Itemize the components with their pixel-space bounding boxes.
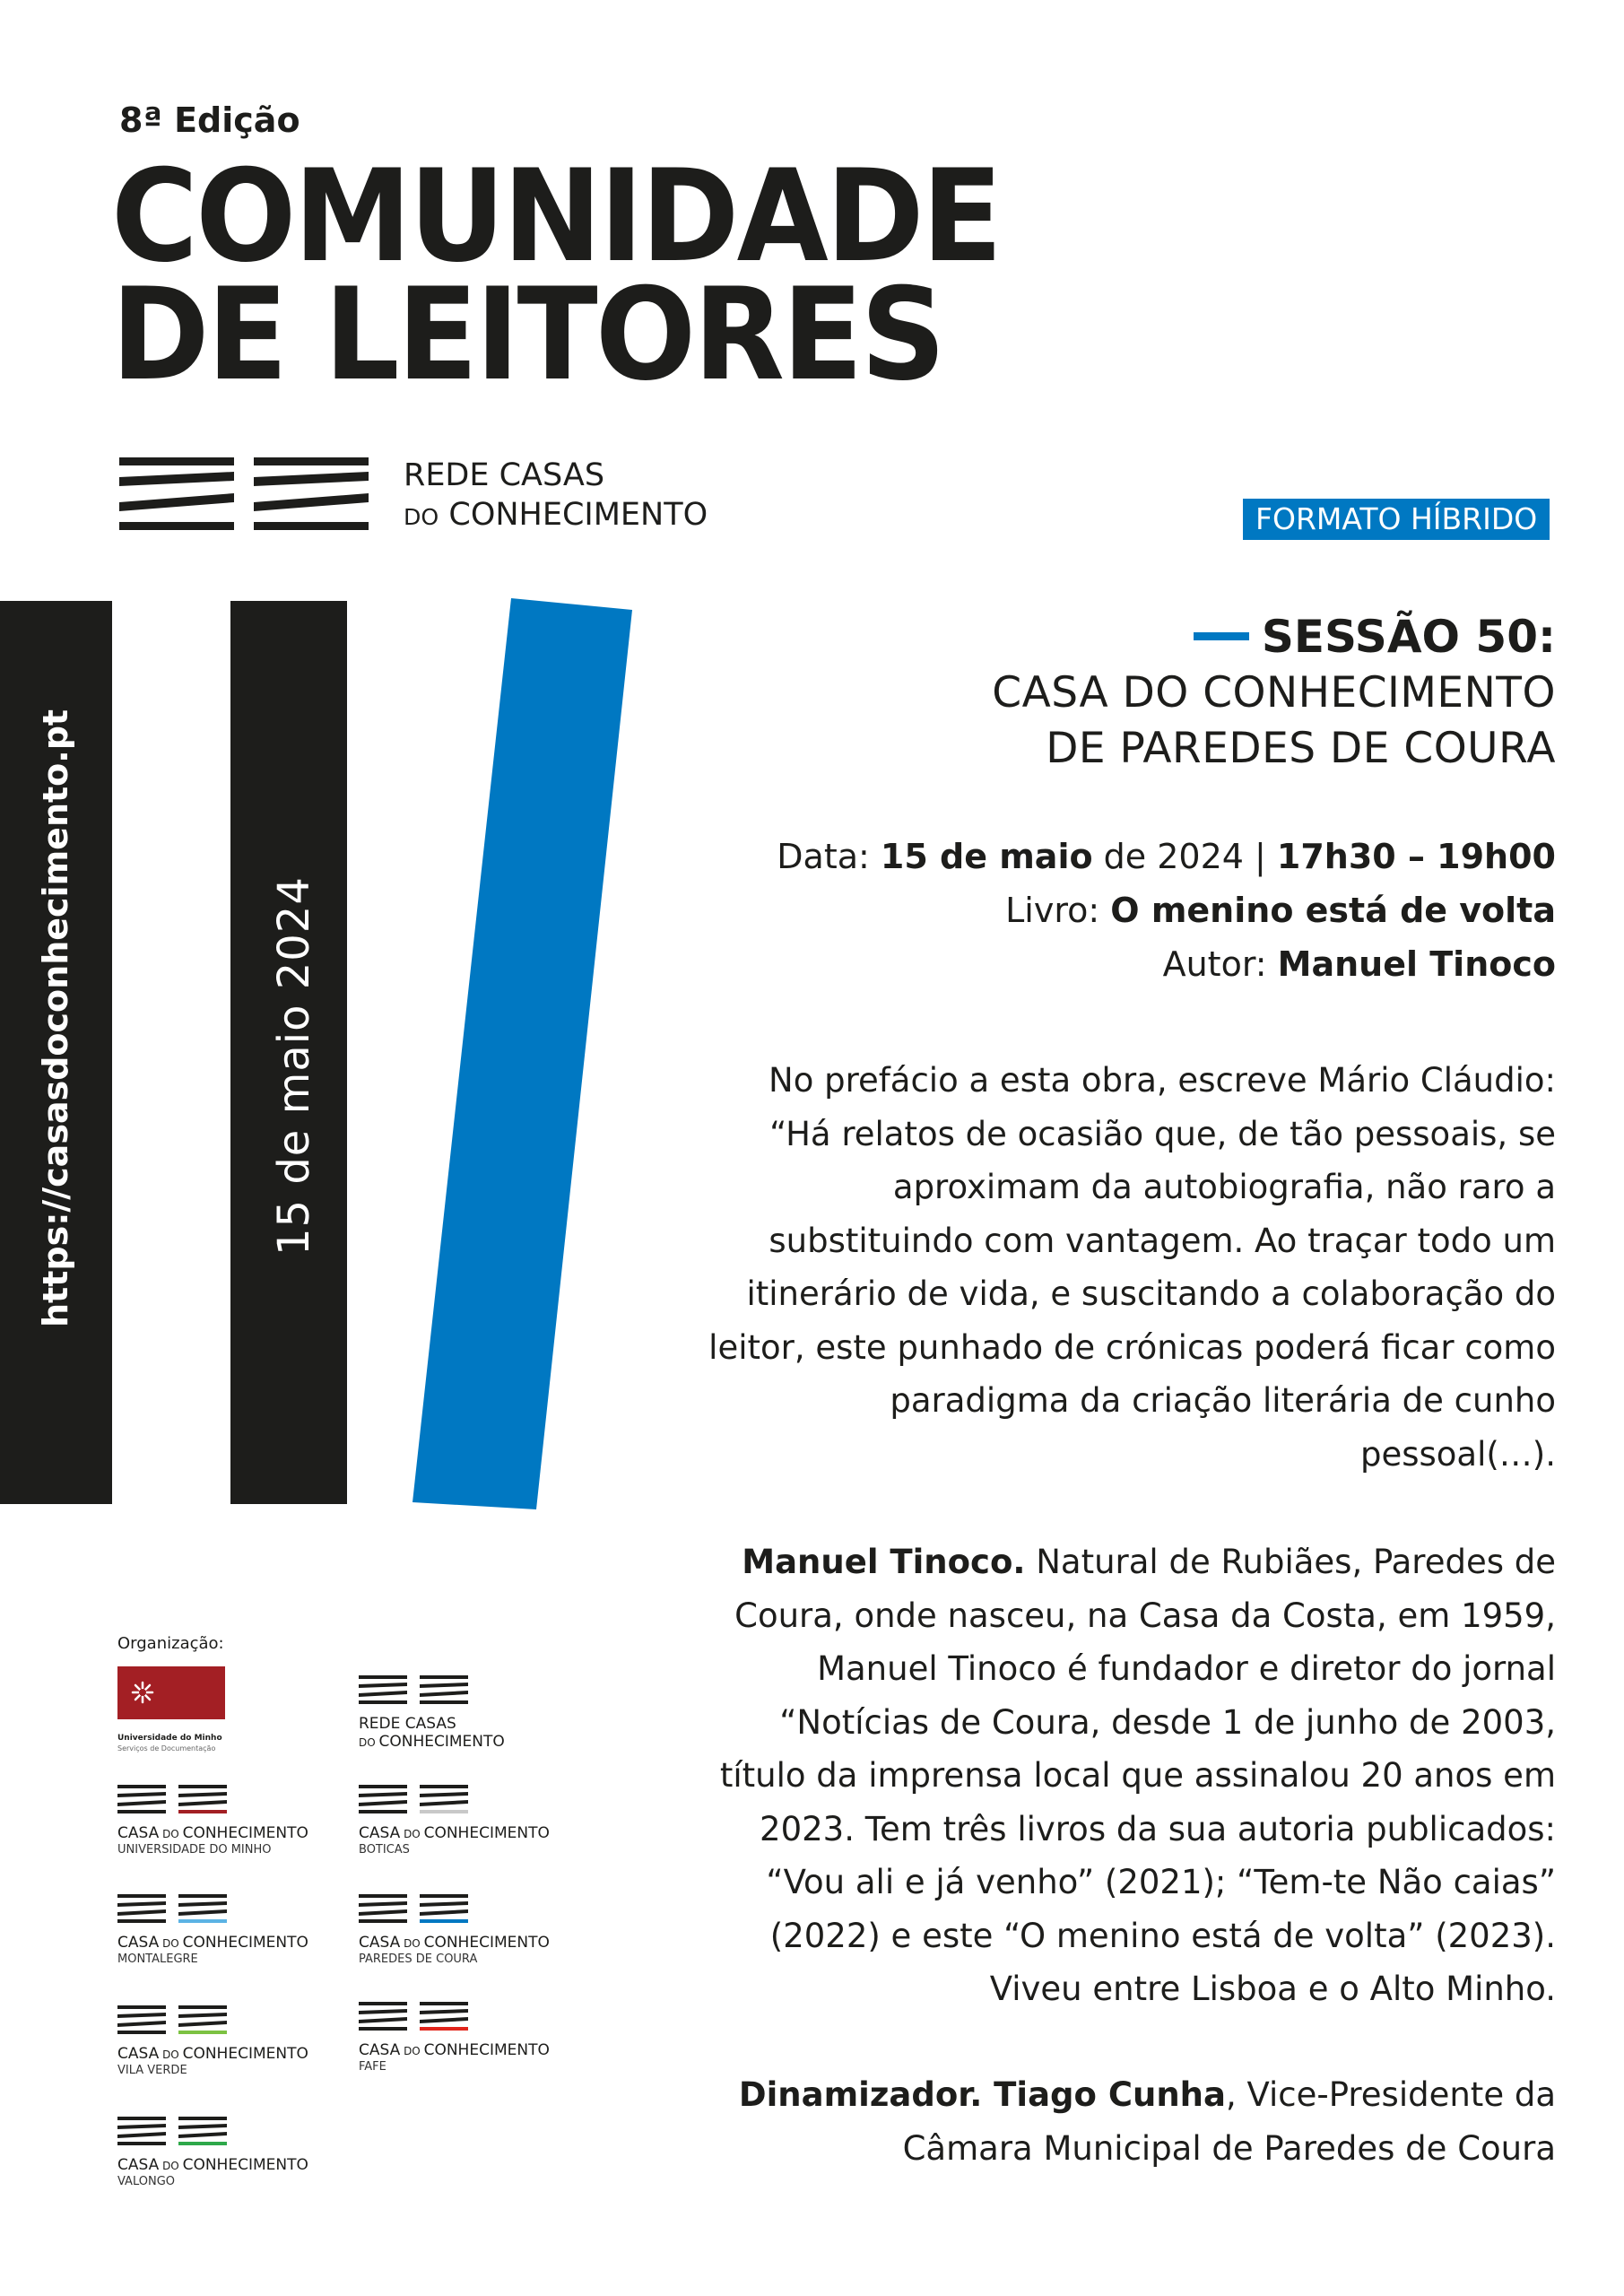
- preface-line: itinerário de vida, e suscitando a colaboração do: [746, 1274, 1556, 1313]
- casa-logo-icon: [117, 1894, 227, 1923]
- session-venue: [992, 665, 1556, 777]
- casa-logo-do: DO: [400, 1937, 424, 1950]
- bio-line: Coura, onde nasceu, na Casa da Costa, em 1959,: [734, 1596, 1556, 1635]
- venue-line-2: DE PAREDES DE COURA: [1046, 724, 1556, 773]
- bio-line: (2022) e este “O menino está de volta” (2023).: [769, 1916, 1556, 1955]
- casa-logo-name: [117, 2045, 308, 2064]
- book-title: O menino está de volta: [1110, 891, 1556, 930]
- casa-logo-word: REDE CASAS: [359, 1715, 456, 1733]
- date-value: 15 de maio: [880, 837, 1093, 876]
- casa-logo: [359, 1785, 550, 1857]
- casa-logo-location: FAFE: [359, 2060, 386, 2074]
- casa-logo-do: DO: [400, 1828, 424, 1840]
- session-number: SESSÃO 50:: [1261, 611, 1556, 663]
- casa-logo-location: VILA VERDE: [117, 2064, 187, 2077]
- casa-logo-word: CASA: [117, 1824, 160, 1842]
- author-label: Autor:: [1162, 944, 1278, 984]
- casa-logo-name: [359, 1824, 550, 1843]
- casa-logo-word: CASA: [117, 1934, 160, 1952]
- website-url[interactable]: https://casasdoconhecimento.pt: [36, 709, 75, 1327]
- casa-logo-name: [117, 1824, 308, 1843]
- host-line: Câmara Municipal de Paredes de Coura: [902, 2128, 1556, 2168]
- bio-line: “Vou ali e já venho” (2021); “Tem-te Não caias”: [766, 1863, 1556, 1901]
- uminho-subtitle: Serviços de Documentação: [117, 1744, 216, 1752]
- network-do: DO: [404, 504, 439, 530]
- preface-line: pessoal(…).: [1359, 1434, 1556, 1474]
- casa-logo-conhecimento: CONHECIMENTO: [378, 1733, 505, 1751]
- title-line-2: DE LEITORES: [111, 261, 943, 409]
- casa-logo-conhecimento: CONHECIMENTO: [182, 1824, 308, 1842]
- blue-slanted-bar: [413, 596, 637, 1511]
- format-badge: FORMATO HÍBRIDO: [1243, 499, 1550, 540]
- casa-logo-word: CASA: [359, 1824, 401, 1842]
- casa-logo-do: DO: [159, 1937, 183, 1950]
- edition-label: 8ª Edição: [119, 100, 300, 140]
- preface-paragraph: [659, 1054, 1556, 1481]
- casa-logo-word: CASA: [359, 1934, 401, 1952]
- network-name: [404, 456, 708, 537]
- title-line-1: COMUNIDADE: [111, 143, 1001, 291]
- casa-logo-name: [359, 1934, 550, 1952]
- page-title: [111, 143, 1001, 409]
- casa-logo-do: DO: [159, 1828, 183, 1840]
- casa-logo-do: DO: [400, 2045, 424, 2057]
- host-name: Dinamizador. Tiago Cunha: [738, 2075, 1226, 2114]
- preface-line: No prefácio a esta obra, escreve Mário Cláudio:: [769, 1061, 1556, 1100]
- host-paragraph: [659, 2068, 1556, 2175]
- casa-logo-word: CASA: [117, 2156, 160, 2174]
- casa-logo-do: DO: [159, 2160, 183, 2172]
- uminho-logo: [117, 1666, 225, 1719]
- casa-logo-location: MONTALEGRE: [117, 1952, 198, 1966]
- casa-logo-icon: [117, 2117, 227, 2145]
- uminho-name: Universidade do Minho: [117, 1734, 222, 1743]
- casa-logo-word: CASA: [117, 2045, 160, 2063]
- casa-logo-name: [359, 1715, 505, 1752]
- bio-line: Viveu entre Lisboa e o Alto Minho.: [989, 1970, 1556, 2008]
- casa-logo: [117, 2117, 308, 2188]
- rede-casas-logo-icon: [119, 457, 369, 531]
- bio-line: 2023. Tem três livros da sua autoria publicados:: [760, 1809, 1556, 1848]
- casa-logo: [359, 1894, 550, 1966]
- casa-logo-word: CASA: [359, 2041, 401, 2059]
- host-line: [659, 2068, 1556, 2122]
- casa-logo-location: UNIVERSIDADE DO MINHO: [117, 1843, 272, 1857]
- bio-line: [659, 1535, 1556, 1589]
- casa-logo-conhecimento: CONHECIMENTO: [423, 1934, 550, 1952]
- casa-logo-name: [117, 2156, 308, 2175]
- vertical-date: 15 de maio 2024: [269, 876, 319, 1256]
- preface-line: substituindo com vantagem. Ao traçar todo um: [769, 1221, 1556, 1260]
- casa-logo: [117, 1785, 308, 1857]
- casa-logo-second: [359, 1733, 505, 1752]
- casa-logo: [117, 1894, 308, 1966]
- preface-line: leitor, este punhado de crónicas poderá ficar como: [708, 1327, 1556, 1367]
- casa-logo-icon: [359, 2002, 468, 2031]
- casa-logo: [359, 1675, 505, 1752]
- venue-line-1: CASA DO CONHECIMENTO: [992, 668, 1556, 718]
- heading-dash: [1194, 632, 1249, 640]
- casa-logo-location: BOTICAS: [359, 1843, 410, 1857]
- network-conhecimento: CONHECIMENTO: [448, 497, 708, 533]
- bio-first-rest: Natural de Rubiães, Paredes de: [1025, 1543, 1556, 1581]
- casa-logo-name: [117, 1934, 308, 1952]
- preface-line: “Há relatos de ocasião que, de tão pessoais, se: [769, 1114, 1556, 1153]
- author-name: Manuel Tinoco: [1277, 944, 1556, 984]
- casa-logo-icon: [359, 1894, 468, 1923]
- time-value: 17h30 – 19h00: [1276, 837, 1556, 876]
- casa-logo-do: DO: [359, 1736, 379, 1749]
- casa-logo-icon: [359, 1675, 468, 1704]
- casa-logo: [117, 2005, 308, 2077]
- bio-name: Manuel Tinoco.: [742, 1543, 1026, 1581]
- bio-line: Manuel Tinoco é fundador e diretor do jornal: [817, 1649, 1556, 1688]
- author-bio-paragraph: [659, 1535, 1556, 2016]
- casa-logo-conhecimento: CONHECIMENTO: [182, 2045, 308, 2063]
- casa-logo-icon: [359, 1785, 468, 1813]
- casa-logo-name: [359, 2041, 550, 2060]
- preface-line: paradigma da criação literária de cunho: [890, 1381, 1556, 1420]
- preface-line: aproximam da autobiografia, não raro a: [892, 1168, 1556, 1206]
- book-line: [777, 883, 1556, 937]
- organization-label: Organização:: [117, 1634, 224, 1653]
- date-label: Data:: [777, 837, 881, 876]
- casa-logo: [359, 2002, 550, 2074]
- date-year: de 2024 |: [1092, 837, 1277, 876]
- date-line: [777, 830, 1556, 883]
- uminho-emblem-icon: [117, 1666, 225, 1719]
- bio-line: título da imprensa local que assinalou 20 anos em: [719, 1756, 1556, 1795]
- event-details: [777, 830, 1556, 991]
- casa-logo-conhecimento: CONHECIMENTO: [423, 1824, 550, 1842]
- casa-logo-location: VALONGO: [117, 2175, 175, 2188]
- host-rest: , Vice-Presidente da: [1225, 2075, 1556, 2114]
- book-label: Livro:: [1005, 891, 1111, 930]
- network-line-1: REDE CASAS: [404, 457, 605, 493]
- casa-logo-icon: [117, 1785, 227, 1813]
- bio-line: “Notícias de Coura, desde 1 de junho de 2003,: [779, 1702, 1556, 1742]
- casa-logo-do: DO: [159, 2048, 183, 2061]
- casa-logo-conhecimento: CONHECIMENTO: [182, 1934, 308, 1952]
- author-line: [777, 937, 1556, 991]
- session-heading: [1194, 610, 1556, 664]
- network-line-2: [404, 495, 708, 537]
- casa-logo-conhecimento: CONHECIMENTO: [423, 2041, 550, 2059]
- casa-logo-icon: [117, 2005, 227, 2034]
- casa-logo-conhecimento: CONHECIMENTO: [182, 2156, 308, 2174]
- casa-logo-location: PAREDES DE COURA: [359, 1952, 478, 1966]
